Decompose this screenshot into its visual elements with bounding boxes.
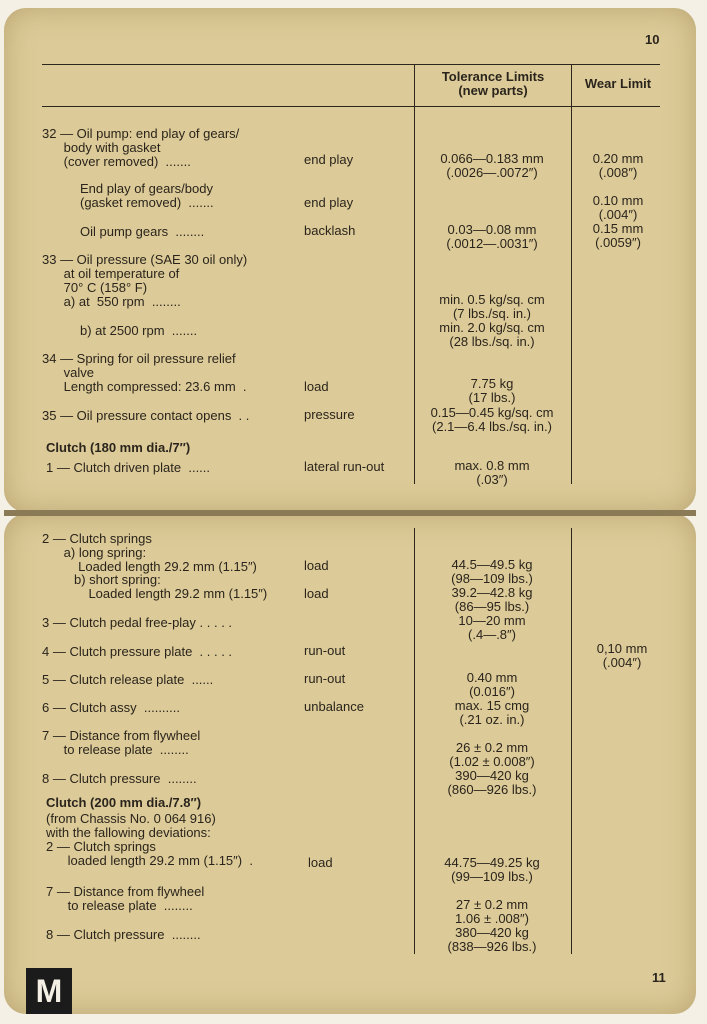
measure-row-c4: run-out	[304, 643, 346, 658]
column-divider-tolerance	[414, 64, 415, 484]
measure-row-34: load	[304, 379, 329, 394]
spec-row-32c: Oil pump gears ........	[80, 224, 205, 239]
spec-row-d8: 8 — Clutch pressure ........	[46, 927, 201, 942]
spec-row-c4: 4 — Clutch pressure plate . . . . .	[42, 644, 233, 659]
tol-row-c6: max. 15 cmg (.21 oz. in.)	[454, 698, 530, 727]
tolerance-limits-header: Tolerance Limits (new parts)	[441, 69, 545, 98]
table-top-rule	[42, 64, 660, 65]
table-header-rule	[42, 106, 660, 107]
wear-row-32b: 0.10 mm (.004″)	[592, 193, 644, 222]
tol-row-35: 0.15—0.45 kg/sq. cm (2.1—6.4 lbs./sq. in.)	[430, 405, 554, 434]
tol-row-c7: 26 ± 0.2 mm (1.02 ± 0.008″)	[449, 740, 535, 769]
tol-row-32c: 0.03—0.08 mm (.0012—.0031″)	[446, 222, 538, 251]
tol-row-d2: 44.75—49.25 kg (99—109 lbs.)	[444, 855, 540, 884]
manual-section-mark: M	[26, 968, 72, 1014]
section-clutch-180: Clutch (180 mm dia./7″)	[46, 440, 191, 455]
spec-row-35: 35 — Oil pressure contact opens . .	[42, 408, 250, 423]
measure-row-35: pressure	[304, 407, 355, 422]
spec-row-c2b: b) short spring: Loaded length 29.2 mm (1.15″)	[74, 572, 268, 601]
spec-row-c3: 3 — Clutch pedal free-play . . . . .	[42, 615, 233, 630]
wear-limit-header: Wear Limit	[584, 76, 652, 91]
page-number-top: 10	[645, 32, 660, 47]
tol-row-33a: min. 0.5 kg/sq. cm (7 lbs./sq. in.)	[439, 292, 545, 321]
measure-row-32b: end play	[304, 195, 354, 210]
tol-row-34: 7.75 kg (17 lbs.)	[468, 376, 516, 405]
spec-row-c5: 5 — Clutch release plate ......	[42, 672, 214, 687]
tol-row-c2b: 39.2—42.8 kg (86—95 lbs.)	[451, 585, 533, 614]
tol-row-d8: 380—420 kg (838—926 lbs.)	[447, 925, 537, 954]
spec-row-c6: 6 — Clutch assy ..........	[42, 700, 180, 715]
tol-row-c5: 0.40 mm (0.016″)	[466, 670, 518, 699]
spec-row-c8: 8 — Clutch pressure ........	[42, 771, 197, 786]
spec-row-c2: 2 — Clutch springs a) long spring: Loaded length 29.2 mm (1.15″)	[42, 531, 257, 574]
spec-row-d7: 7 — Distance from flywheel to release plate ........	[46, 884, 205, 913]
tol-row-c3: 10—20 mm (.4—.8″)	[458, 613, 526, 642]
column-divider-tolerance-2	[414, 528, 415, 954]
measure-row-clutch-1: lateral run-out	[304, 459, 385, 474]
spec-row-34: 34 — Spring for oil pressure relief valve Length compressed: 23.6 mm .	[42, 351, 247, 394]
column-divider-wear-2	[571, 528, 572, 954]
tol-row-c2: 44.5—49.5 kg (98—109 lbs.)	[451, 557, 533, 586]
tol-row-clutch-1: max. 0.8 mm (.03″)	[454, 458, 530, 487]
wear-row-c3: 0,10 mm (.004″)	[596, 641, 648, 670]
spec-row-clutch-1: 1 — Clutch driven plate ......	[46, 460, 211, 475]
spec-row-32b: End play of gears/body (gasket removed) .......	[80, 181, 214, 210]
page-number-bottom: 11	[652, 970, 666, 985]
measure-row-c6: unbalance	[304, 699, 364, 714]
spec-row-c7: 7 — Distance from flywheel to release plate ........	[42, 728, 201, 757]
tol-row-33b: min. 2.0 kg/sq. cm (28 lbs./sq. in.)	[439, 320, 545, 349]
spec-row-d2: (from Chassis No. 0 064 916) with the fallowing deviations: 2 — Clutch springs loaded length 29.2 mm (1.15″) .	[46, 811, 253, 868]
measure-row-d2: load	[308, 855, 333, 870]
spec-row-33b: b) at 2500 rpm .......	[80, 323, 198, 338]
wear-row-32c: 0.15 mm (.0059″)	[592, 221, 644, 250]
wear-row-32: 0.20 mm (.008″)	[592, 151, 644, 180]
measure-row-32c: backlash	[304, 223, 356, 238]
column-divider-wear	[571, 64, 572, 484]
tol-row-d7: 27 ± 0.2 mm 1.06 ± .008″)	[455, 897, 529, 926]
page-fold	[4, 510, 696, 516]
tol-row-c8: 390—420 kg (860—926 lbs.)	[447, 768, 537, 797]
measure-row-c5: run-out	[304, 671, 346, 686]
spec-row-32: 32 — Oil pump: end play of gears/ body with gasket (cover removed) .......	[42, 126, 240, 169]
measure-row-c2b: load	[304, 586, 329, 601]
measure-row-32: end play	[304, 152, 354, 167]
tol-row-32: 0.066—0.183 mm (.0026—.0072″)	[440, 151, 544, 180]
spec-row-33a: 33 — Oil pressure (SAE 30 oil only) at oil temperature of 70° C (158° F) a) at 550 rpm ........	[42, 252, 248, 309]
measure-row-c2: load	[304, 558, 329, 573]
section-clutch-200: Clutch (200 mm dia./7.8″)	[46, 795, 202, 810]
